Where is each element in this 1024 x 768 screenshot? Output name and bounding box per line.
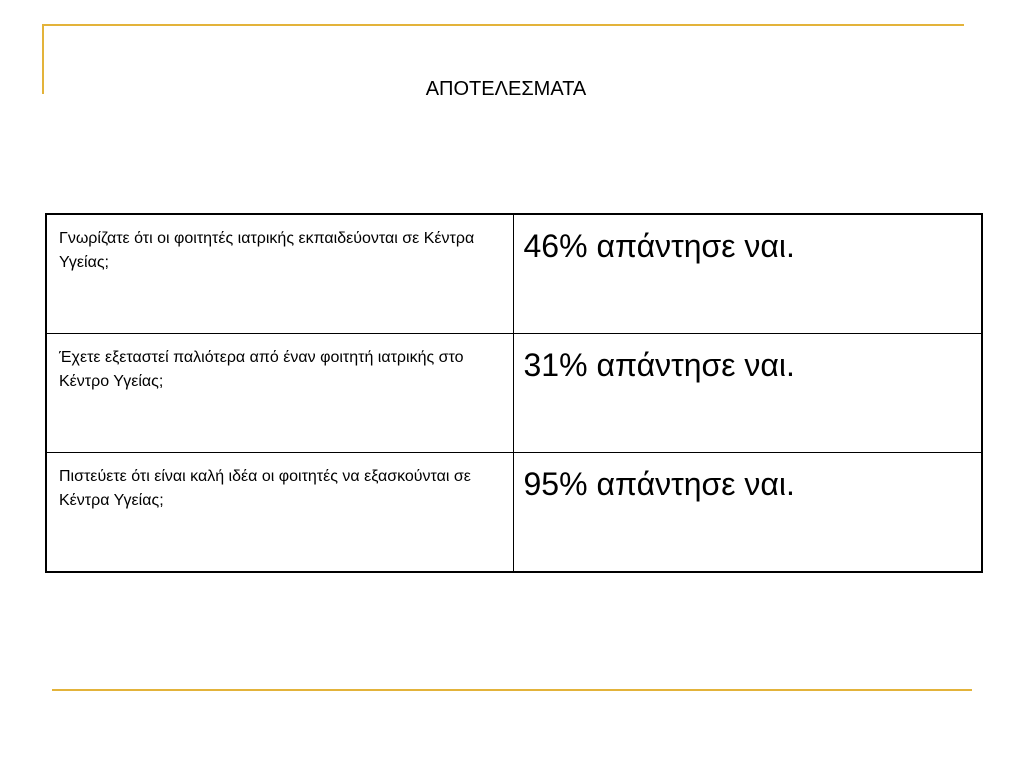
table-row	[46, 453, 982, 573]
question-cell	[46, 214, 513, 334]
answer-cell	[513, 334, 982, 453]
accent-line-top	[42, 24, 964, 26]
question-text: Έχετε εξεταστεί παλιότερα από έναν φοιτητή ιατρικής στο Κέντρο Υγείας;	[59, 349, 464, 390]
answer-text: 46% απάντησε ναι.	[523, 228, 795, 264]
accent-line-bottom	[52, 689, 972, 691]
answer-text: 31% απάντησε ναι.	[523, 347, 795, 383]
table-row	[46, 214, 982, 334]
answer-text: 95% απάντησε ναι.	[523, 466, 795, 502]
question-cell	[46, 453, 513, 573]
question-text: Πιστεύετε ότι είναι καλή ιδέα οι φοιτητές να εξασκούνται σε Κέντρα Υγείας;	[59, 468, 471, 509]
answer-cell	[513, 453, 982, 573]
slide-title: ΑΠΟΤΕΛΕΣΜΑΤΑ	[425, 78, 587, 100]
table-row	[46, 334, 982, 453]
results-table	[45, 213, 983, 573]
question-text: Γνωρίζατε ότι οι φοιτητές ιατρικής εκπαιδεύονται σε Κέντρα Υγείας;	[59, 230, 475, 271]
question-cell	[46, 334, 513, 453]
answer-cell	[513, 214, 982, 334]
